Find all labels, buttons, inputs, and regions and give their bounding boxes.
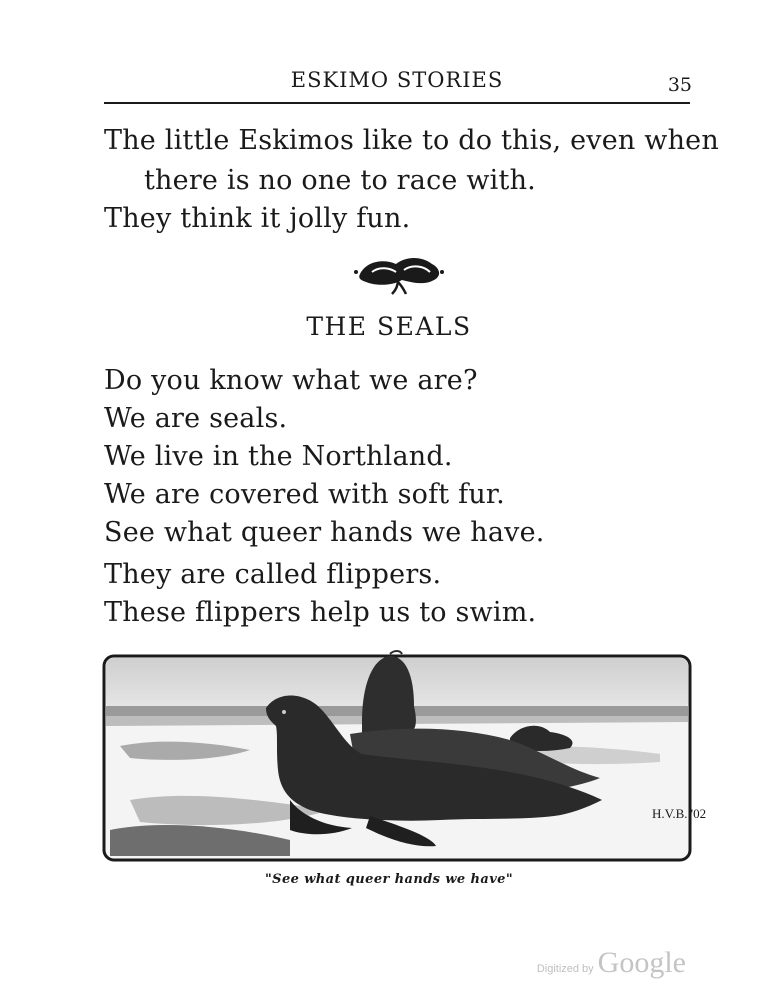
flower-ornament-icon xyxy=(352,252,446,298)
illustration-caption: "See what queer hands we have" xyxy=(264,872,513,887)
page-number: 35 xyxy=(667,74,692,96)
digitized-by-text: Digitized by xyxy=(536,963,594,975)
seal-line-2: We are seals. xyxy=(104,403,288,434)
google-logo: Google xyxy=(597,946,686,979)
seal-line-7: These flippers help us to swim. xyxy=(104,597,537,628)
seal-line-1: Do you know what we are? xyxy=(104,365,478,396)
intro-line-1: The little Eskimos like to do this, even when xyxy=(104,125,719,156)
running-head xyxy=(104,66,690,104)
seals-illustration xyxy=(100,650,707,864)
seal-line-5: See what queer hands we have. xyxy=(104,517,545,548)
illustration-signature: H.V.B. '02 xyxy=(652,806,707,821)
seal-line-6: They are called flippers. xyxy=(104,559,442,590)
section-title: THE SEALS xyxy=(306,312,472,341)
intro-line-2: there is no one to race with. xyxy=(144,165,536,196)
seal-line-3: We live in the Northland. xyxy=(104,441,453,472)
seal-line-4: We are covered with soft fur. xyxy=(104,479,505,510)
intro-line-3: They think it jolly fun. xyxy=(104,203,411,234)
digitized-watermark xyxy=(537,946,686,980)
running-title: ESKIMO STORIES xyxy=(290,68,504,92)
